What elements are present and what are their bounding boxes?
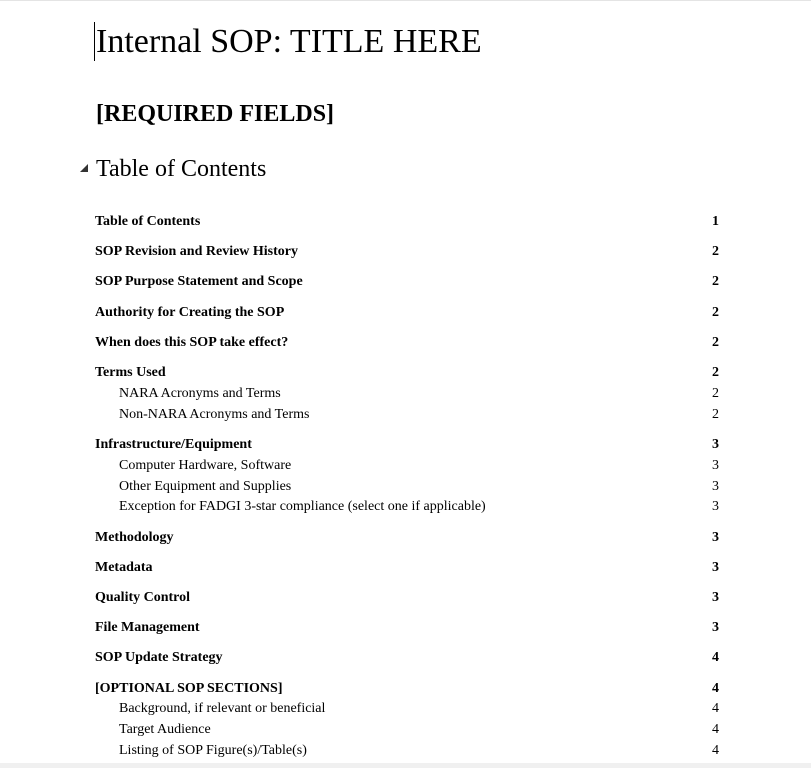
toc-entry-text: NARA Acronyms and Terms [119,386,281,401]
toc-entry-text: Authority for Creating the SOP [95,305,285,320]
toc-entry-page-number: 3 [712,560,719,575]
toc-entry-text: SOP Purpose Statement and Scope [95,274,303,289]
toc-entry-page-number: 2 [712,386,719,401]
toc-entry-page-number: 3 [712,530,719,545]
document-title[interactable]: Internal SOP: TITLE HERE [96,23,482,60]
toc-entry-page-number: 4 [712,681,719,696]
toc-entry[interactable] [95,363,719,383]
toc-entry-text: SOP Revision and Review History [95,244,299,259]
toc-entry-text: Target Audience [119,722,211,737]
toc-entry-page-number: 3 [712,590,719,605]
toc-entry-text: SOP Update Strategy [95,650,223,665]
toc-entry-page-number: 2 [712,365,719,380]
toc-entry[interactable] [95,558,719,578]
toc-entry-page-number: 4 [712,743,719,758]
toc-entry[interactable] [119,384,719,404]
toc-entry-page-number: 4 [712,650,719,665]
toc-entry-text: Other Equipment and Supplies [119,479,292,494]
required-fields-heading[interactable]: [REQUIRED FIELDS] [96,101,335,127]
toc-entry-page-number: 3 [712,458,719,473]
toc-entry-page-number: 3 [712,499,719,514]
toc-entry-text: Listing of SOP Figure(s)/Table(s) [119,743,307,758]
toc-entry-text: Infrastructure/Equipment [95,437,252,452]
toc-entry[interactable] [119,477,719,497]
toc-entry[interactable] [95,212,719,232]
toc-entry-page-number: 4 [712,722,719,737]
toc-entry[interactable] [95,648,719,668]
toc-entry[interactable] [119,720,719,740]
toc-entry-page-number: 2 [712,407,719,422]
toc-entry[interactable] [95,242,719,262]
toc-entry-page-number: 3 [712,437,719,452]
toc-entry-text: When does this SOP take effect? [95,335,289,350]
toc-entry-text: [OPTIONAL SOP SECTIONS] [95,681,283,696]
toc-entry-text: File Management [95,620,200,635]
toc-entry-page-number: 2 [712,335,719,350]
toc-entry[interactable] [95,333,719,353]
toc-entry-text: Metadata [95,560,153,575]
toc-heading[interactable]: Table of Contents [96,156,267,182]
toc-entry[interactable] [95,272,719,292]
toc-entry-page-number: 2 [712,305,719,320]
toc-entry[interactable] [95,588,719,608]
toc-entry-text: Non-NARA Acronyms and Terms [119,407,310,422]
toc-entry-text: Exception for FADGI 3-star compliance (select one if applicable) [119,499,486,514]
toc-entry[interactable] [119,699,719,719]
toc-entry-page-number: 4 [712,701,719,716]
toc-entry-text: Methodology [95,530,174,545]
toc-entry[interactable] [95,618,719,638]
toc-entry[interactable] [95,528,719,548]
toc-entry-text: Background, if relevant or beneficial [119,701,326,716]
toc-entry[interactable] [119,741,719,761]
toc-entry[interactable] [95,679,719,699]
toc-entry-text: Computer Hardware, Software [119,458,292,473]
toc-entry[interactable] [119,456,719,476]
toc-entry-page-number: 3 [712,479,719,494]
toc-entry-page-number: 2 [712,244,719,259]
toc-entry-page-number: 1 [712,214,719,229]
toc-entry-page-number: 3 [712,620,719,635]
toc-entry-text: Terms Used [95,365,166,380]
toc-entry[interactable] [119,497,719,517]
toc-entry-text: Quality Control [95,590,191,605]
toc-entry-page-number: 2 [712,274,719,289]
toc-entry[interactable] [119,405,719,425]
table-of-contents [0,1,811,763]
toc-entry[interactable] [95,435,719,455]
toc-entry[interactable] [95,303,719,323]
toc-entry-text: Table of Contents [95,214,201,229]
